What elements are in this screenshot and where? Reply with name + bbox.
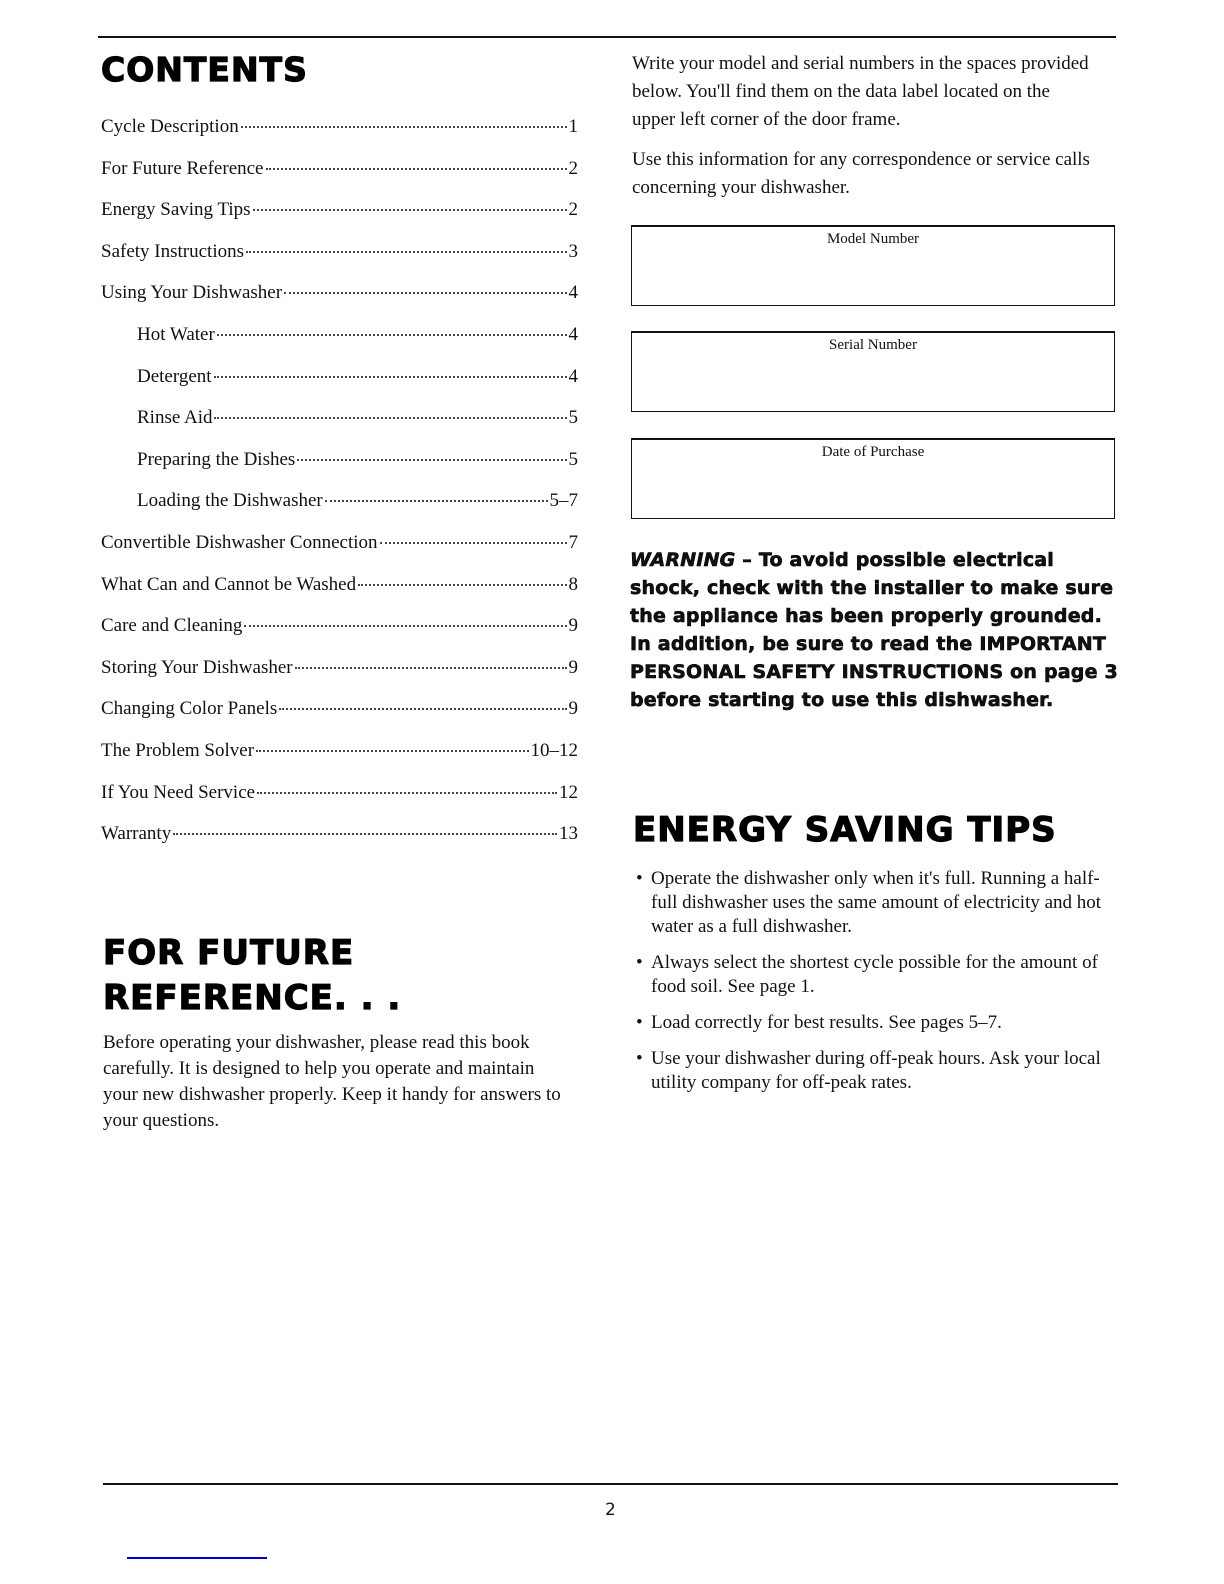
toc-entry (101, 657, 578, 699)
toc-entry-page: 9 (568, 698, 578, 720)
toc-entry-label: Cycle Description (101, 116, 239, 137)
toc-entry (101, 199, 578, 241)
contents-heading: CONTENTS (101, 50, 308, 89)
toc-entry (101, 158, 578, 200)
toc-entry-label: Convertible Dishwasher Connection (101, 531, 378, 553)
toc-leader-dots (295, 667, 567, 669)
energy-tip-text: Use your dishwasher during off-peak hours. Ask your local utility company for off-peak rates. (651, 1048, 1101, 1093)
toc-leader-dots (284, 292, 566, 294)
future-reference-heading-line2: REFERENCE. . . (103, 978, 402, 1018)
serial-number-label: Serial Number (829, 337, 917, 353)
toc-leader-dots (325, 500, 548, 502)
toc-entry (101, 615, 578, 657)
energy-tip-text: Always select the shortest cycle possible for the amount of food soil. See page 1. (651, 952, 1098, 997)
top-rule (98, 36, 1116, 38)
toc-leader-dots (257, 792, 557, 794)
toc-entry-page: 4 (568, 323, 578, 345)
toc-entry-page: 5 (568, 448, 578, 470)
bullet-icon: • (636, 1012, 643, 1033)
date-of-purchase-label: Date of Purchase (821, 444, 925, 460)
toc-entry-page: 4 (568, 282, 578, 304)
toc-leader-dots (253, 209, 567, 211)
toc-entry-page: 13 (559, 823, 578, 845)
toc-leader-dots (279, 708, 566, 710)
toc-leader-dots (217, 334, 567, 336)
toc-entry-label: Loading the Dishwasher (137, 490, 323, 512)
toc-entry-label: Using Your Dishwasher (101, 282, 283, 304)
toc-entry (101, 282, 578, 324)
toc-entry (101, 740, 578, 782)
toc-entry (101, 366, 578, 408)
toc-entry-page: 3 (568, 240, 578, 262)
toc-entry (101, 823, 578, 865)
records-intro-2: Use this information for any correspondence or service calls concerning your dishwasher. (632, 149, 1090, 198)
serial-number-box (631, 331, 1115, 412)
toc-entry-page: 7 (568, 531, 578, 553)
toc-entry-page: 10–12 (530, 739, 578, 761)
toc-entry-page: 5 (568, 407, 578, 429)
toc-entry-page: 2 (568, 157, 578, 179)
toc-entry (101, 782, 578, 824)
toc-leader-dots (173, 833, 557, 835)
toc-entry-label: For Future Reference (101, 157, 264, 179)
toc-entry (101, 407, 578, 449)
toc-entry-label: Changing Color Panels (101, 698, 278, 720)
toc-entry-page: 8 (568, 573, 578, 595)
future-reference-body: Before operating your dishwasher, please read this book carefully. It is designed to help you operate and maintain your new dishwasher properly. Keep it handy for answers to your questions. (103, 1032, 561, 1131)
toc-entry (101, 116, 578, 158)
toc-entry-page: 1 (568, 116, 578, 137)
bullet-icon: • (636, 868, 643, 889)
warning-notice (630, 546, 1120, 714)
energy-tip-item (636, 1047, 1116, 1095)
toc-entry (101, 241, 578, 283)
date-of-purchase-box (631, 438, 1115, 519)
toc-entry (101, 324, 578, 366)
toc-entry-label: The Problem Solver (101, 739, 255, 761)
toc-entry-label: If You Need Service (101, 781, 256, 803)
toc-entry-page: 5–7 (549, 490, 578, 512)
toc-entry-label: Preparing the Dishes (137, 448, 296, 470)
energy-tip-item (636, 1011, 1116, 1035)
page-number: 2 (605, 1500, 616, 1520)
toc-leader-dots (380, 542, 567, 544)
toc-leader-dots (297, 459, 566, 461)
toc-leader-dots (214, 376, 567, 378)
bullet-icon: • (636, 1048, 643, 1069)
toc-leader-dots (214, 417, 566, 419)
energy-tips-heading: ENERGY SAVING TIPS (633, 810, 1057, 850)
toc-leader-dots (246, 251, 566, 253)
table-of-contents (101, 116, 578, 865)
toc-entry-label: Rinse Aid (137, 407, 213, 429)
toc-entry-label: Storing Your Dishwasher (101, 656, 293, 678)
toc-entry-label: Warranty (101, 823, 172, 845)
toc-entry (101, 532, 578, 574)
toc-entry (101, 698, 578, 740)
toc-entry-label: Care and Cleaning (101, 615, 243, 637)
toc-entry-page: 12 (559, 781, 578, 803)
toc-entry-page: 4 (568, 365, 578, 387)
toc-entry-label: Detergent (137, 365, 212, 387)
energy-tip-item (636, 867, 1116, 939)
toc-leader-dots (358, 584, 566, 586)
toc-leader-dots (244, 625, 566, 627)
warning-text: – To avoid possible electrical shock, check with the installer to make sure the appliance has been properly grounded. In addition, be sure to read the IMPORTANT PERSONAL SAFETY INSTRUCTIONS on page 3 before starting to use this dishwasher. (630, 549, 1118, 711)
bullet-icon: • (636, 952, 643, 973)
toc-entry (101, 449, 578, 491)
toc-entry-label: Safety Instructions (101, 240, 245, 262)
toc-entry-page: 9 (568, 656, 578, 678)
toc-entry-page: 9 (568, 615, 578, 637)
energy-tip-text: Load correctly for best results. See pages 5–7. (651, 1012, 1002, 1033)
future-reference-heading-line1: FOR FUTURE (103, 933, 355, 973)
warning-label: WARNING (630, 549, 736, 571)
toc-entry-label: What Can and Cannot be Washed (101, 573, 357, 595)
bottom-rule (103, 1483, 1118, 1485)
toc-entry-label: Energy Saving Tips (101, 199, 251, 221)
link-underline (127, 1557, 267, 1559)
toc-entry (101, 574, 578, 616)
energy-tips-list (636, 867, 1116, 1107)
toc-entry-label: Hot Water (137, 323, 215, 345)
records-intro: Write your model and serial numbers in the spaces provided below. You'll find them on the data label located on the upper left corner of the door frame. (632, 53, 1089, 130)
model-number-label: Model Number (826, 231, 920, 247)
toc-entry-page: 2 (568, 199, 578, 221)
toc-leader-dots (256, 750, 528, 752)
toc-leader-dots (241, 126, 567, 128)
model-number-box (631, 225, 1115, 306)
energy-tip-text: Operate the dishwasher only when it's full. Running a half-full dishwasher uses the same amount of electricity and hot water as a full dishwasher. (651, 868, 1102, 937)
toc-leader-dots (266, 168, 567, 170)
energy-tip-item (636, 951, 1116, 999)
toc-entry (101, 490, 578, 532)
